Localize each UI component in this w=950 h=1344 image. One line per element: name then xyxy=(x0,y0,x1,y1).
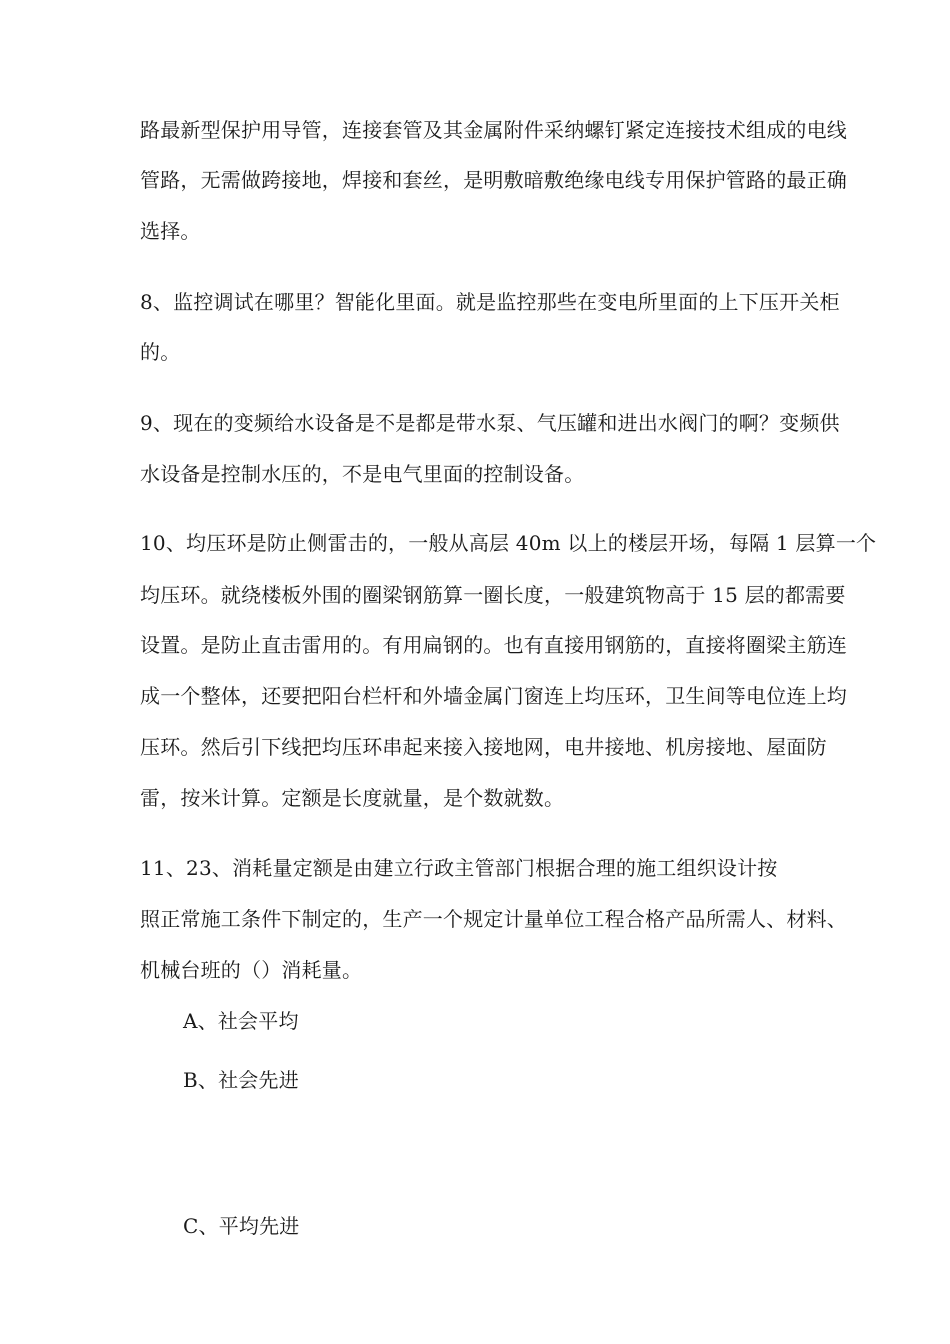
item-10-line-4: 成一个整体，还要把阳台栏杆和外墙金属门窗连上均压环，卫生间等电位连上均 xyxy=(140,684,847,708)
option-b: B、社会先进 xyxy=(183,1068,299,1092)
option-c: C、平均先进 xyxy=(183,1214,300,1238)
item-11-line-2: 照正常施工条件下制定的，生产一个规定计量单位工程合格产品所需人、材料、 xyxy=(140,907,847,931)
option-a: A、社会平均 xyxy=(183,1009,299,1033)
item-10-line-3: 设置。是防止直击雷用的。有用扁钢的。也有直接用钢筋的，直接将圈梁主筋连 xyxy=(140,633,847,657)
paragraph-7-line-3: 选择。 xyxy=(140,219,201,243)
item-8-line-1: 8、监控调试在哪里？智能化里面。就是监控那些在变电所里面的上下压开关柜 xyxy=(140,290,840,314)
item-11-line-1: 11、23、消耗量定额是由建立行政主管部门根据合理的施工组织设计按 xyxy=(140,856,778,880)
paragraph-7-line-2: 管路，无需做跨接地，焊接和套丝，是明敷暗敷绝缘电线专用保护管路的最正确 xyxy=(140,168,847,192)
item-9-line-2: 水设备是控制水压的，不是电气里面的控制设备。 xyxy=(140,462,585,486)
item-10-line-5: 压环。然后引下线把均压环串起来接入接地网，电井接地、机房接地、屋面防 xyxy=(140,735,827,759)
item-10-line-1: 10、均压环是防止侧雷击的，一般从高层 40m 以上的楼层开场，每隔 1 层算一个 xyxy=(140,531,877,555)
item-8-line-2: 的。 xyxy=(140,340,181,364)
paragraph-7-line-1: 路最新型保护用导管，连接套管及其金属附件采纳螺钉紧定连接技术组成的电线 xyxy=(140,118,847,142)
item-9-line-1: 9、现在的变频给水设备是不是都是带水泵、气压罐和进出水阀门的啊？变频供 xyxy=(140,411,840,435)
item-10-line-2: 均压环。就绕楼板外围的圈梁钢筋算一圈长度，一般建筑物高于 15 层的都需要 xyxy=(140,583,846,607)
item-11-line-3: 机械台班的（）消耗量。 xyxy=(140,958,363,982)
item-10-line-6: 雷，按米计算。定额是长度就量，是个数就数。 xyxy=(140,786,565,810)
